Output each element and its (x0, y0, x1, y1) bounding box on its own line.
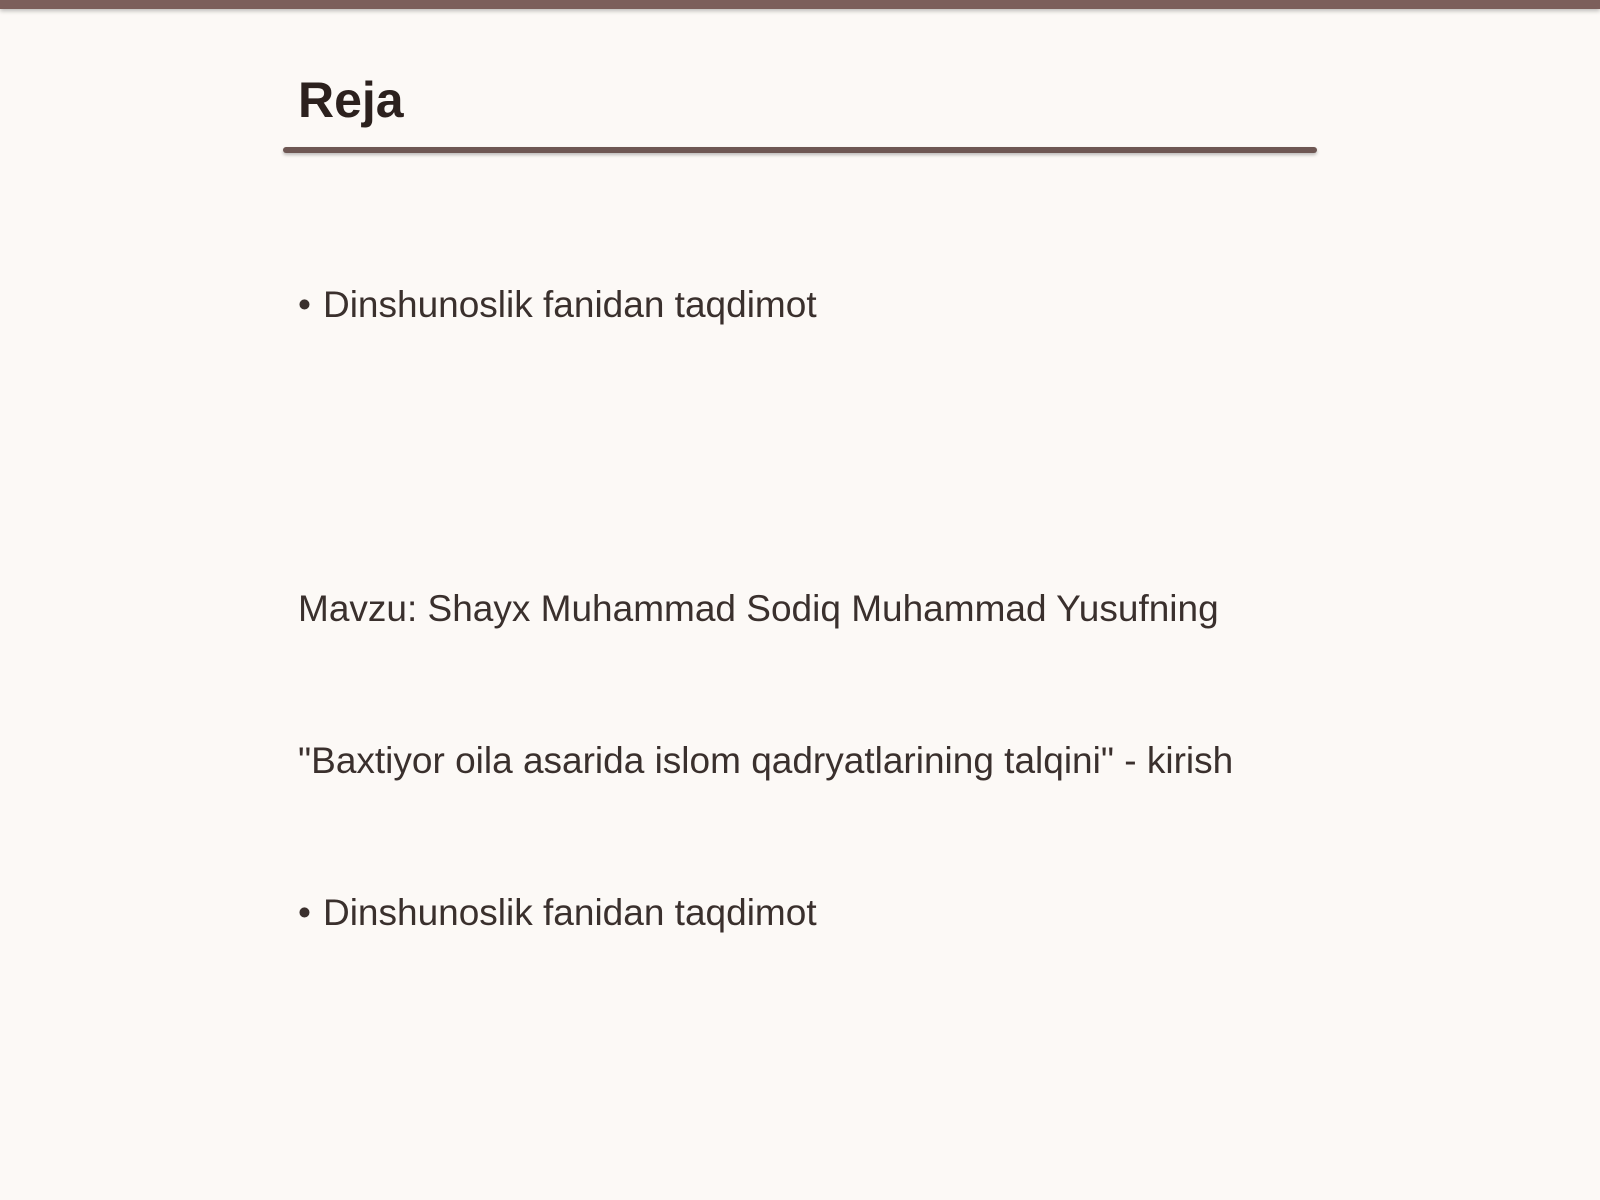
topic-line: Mavzu: Shayx Muhammad Sodiq Muhammad Yusufning (298, 588, 1219, 629)
slide-title: Reja (298, 72, 404, 128)
bullet-item-text: Dinshunoslik fanidan taqdimot (322, 284, 817, 325)
bullet-icon: • (298, 284, 311, 325)
top-accent-bar (0, 0, 1600, 9)
bullet-icon: • (298, 892, 311, 933)
topic-title-line: "Baxtiyor oila asarida islom qadryatlarining talqini" - kirish (298, 740, 1234, 781)
bullet-item (298, 891, 817, 935)
title-underline (283, 147, 1317, 153)
bullet-item (298, 283, 817, 327)
bullet-item-text: Dinshunoslik fanidan taqdimot (322, 892, 817, 933)
